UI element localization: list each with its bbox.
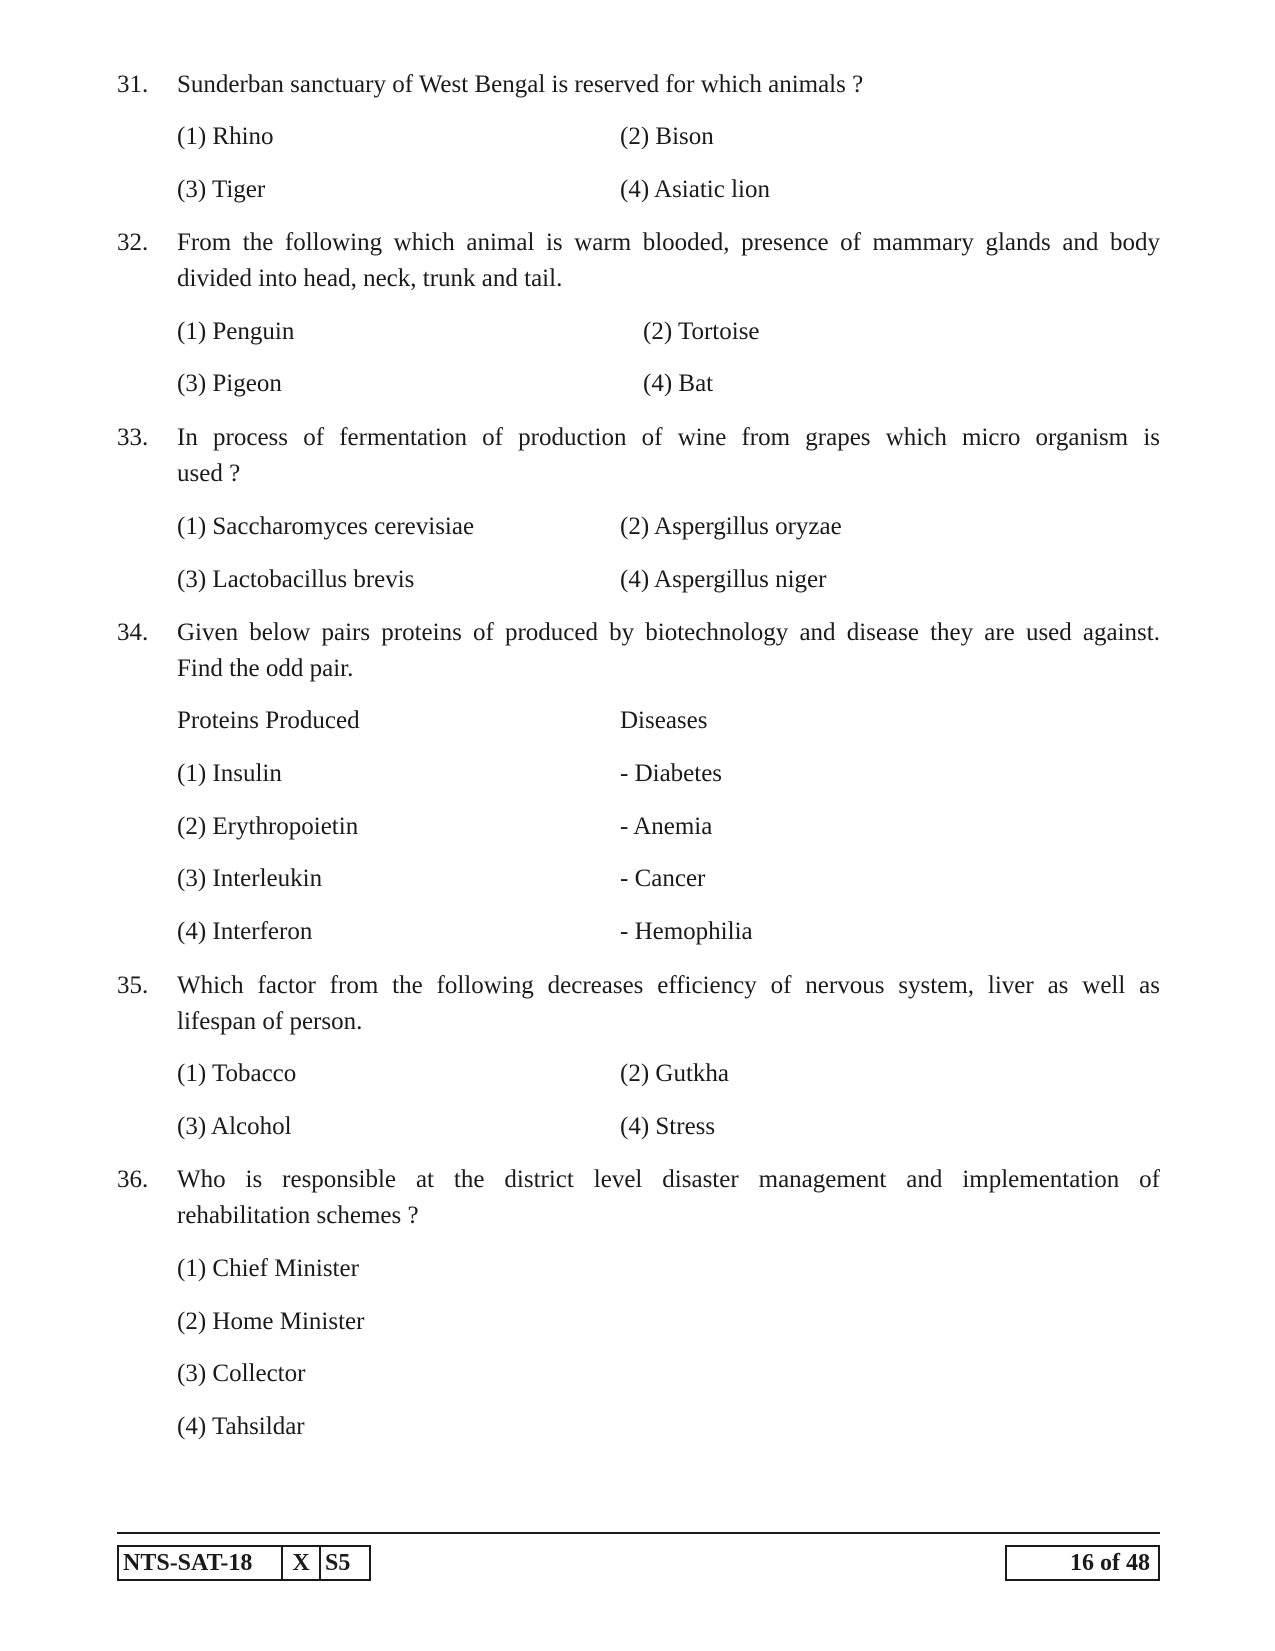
question-31-number: 31. [117,71,149,98]
question-36-text-line1: Who is responsible at the district level disaster management and implementation of [177,1166,1160,1193]
question-33-option-1[interactable]: (1) Saccharomyces cerevisiae [177,513,475,540]
question-32-option-2[interactable]: (2) Tortoise [643,318,760,345]
question-34-header-proteins: Proteins Produced [177,707,360,734]
question-34-text-line2: Find the odd pair. [177,655,354,682]
question-34-option-4-protein[interactable]: (4) Interferon [177,918,313,945]
question-34-option-2-disease: - Anemia [620,813,713,840]
footer-exam-code: NTS-SAT-18 [119,1547,283,1579]
question-34-header-diseases: Diseases [620,707,708,734]
question-35-option-1[interactable]: (1) Tobacco [177,1060,297,1087]
question-34-number: 34. [117,619,149,646]
question-34-option-3-disease: - Cancer [620,865,706,892]
question-35-option-2[interactable]: (2) Gutkha [620,1060,729,1087]
question-32-option-4[interactable]: (4) Bat [643,370,714,397]
question-34-option-1-protein[interactable]: (1) Insulin [177,760,282,787]
footer-page-number: 16 of 48 [1005,1545,1160,1581]
question-34-option-2-protein[interactable]: (2) Erythropoietin [177,813,359,840]
question-31-text: Sunderban sanctuary of West Bengal is reserved for which animals ? [177,71,864,98]
question-35-text-line2: lifespan of person. [177,1008,363,1035]
question-34-text-line1: Given below pairs proteins of produced by biotechnology and disease they are used against. [177,619,1160,646]
question-36-text-line2: rehabilitation schemes ? [177,1202,419,1229]
question-35-option-3[interactable]: (3) Alcohol [177,1113,292,1140]
footer-class: X [283,1547,321,1579]
question-33-number: 33. [117,424,149,451]
footer-divider [117,1532,1160,1534]
question-33-option-2[interactable]: (2) Aspergillus oryzae [620,513,842,540]
question-32-option-1[interactable]: (1) Penguin [177,318,295,345]
question-31-option-1[interactable]: (1) Rhino [177,123,274,150]
question-32-option-3[interactable]: (3) Pigeon [177,370,282,397]
question-36-option-1[interactable]: (1) Chief Minister [177,1255,359,1282]
question-31-option-4[interactable]: (4) Asiatic lion [620,176,770,203]
question-34-option-1-disease: - Diabetes [620,760,723,787]
question-31-option-2[interactable]: (2) Bison [620,123,714,150]
question-36-option-2[interactable]: (2) Home Minister [177,1308,365,1335]
question-35-number: 35. [117,972,149,999]
question-32-text-line2: divided into head, neck, trunk and tail. [177,265,563,292]
footer-set: S5 [325,1550,351,1576]
question-34-option-3-protein[interactable]: (3) Interleukin [177,865,323,892]
question-36-option-3[interactable]: (3) Collector [177,1360,306,1387]
question-33-option-4[interactable]: (4) Aspergillus niger [620,566,827,593]
question-36-option-4[interactable]: (4) Tahsildar [177,1413,305,1440]
question-32-text-line1: From the following which animal is warm blooded, presence of mammary glands and body [177,229,1160,256]
footer-code-box [117,1545,371,1581]
question-33-text-line1: In process of fermentation of production of wine from grapes which micro organism is [177,424,1160,451]
question-36-number: 36. [117,1166,149,1193]
question-35-option-4[interactable]: (4) Stress [620,1113,716,1140]
question-33-text-line2: used ? [177,460,241,487]
question-33-option-3[interactable]: (3) Lactobacillus brevis [177,566,415,593]
question-34-option-4-disease: - Hemophilia [620,918,753,945]
question-35-text-line1: Which factor from the following decreases efficiency of nervous system, liver as well as [177,972,1160,999]
question-31-option-3[interactable]: (3) Tiger [177,176,266,203]
question-32-number: 32. [117,229,149,256]
